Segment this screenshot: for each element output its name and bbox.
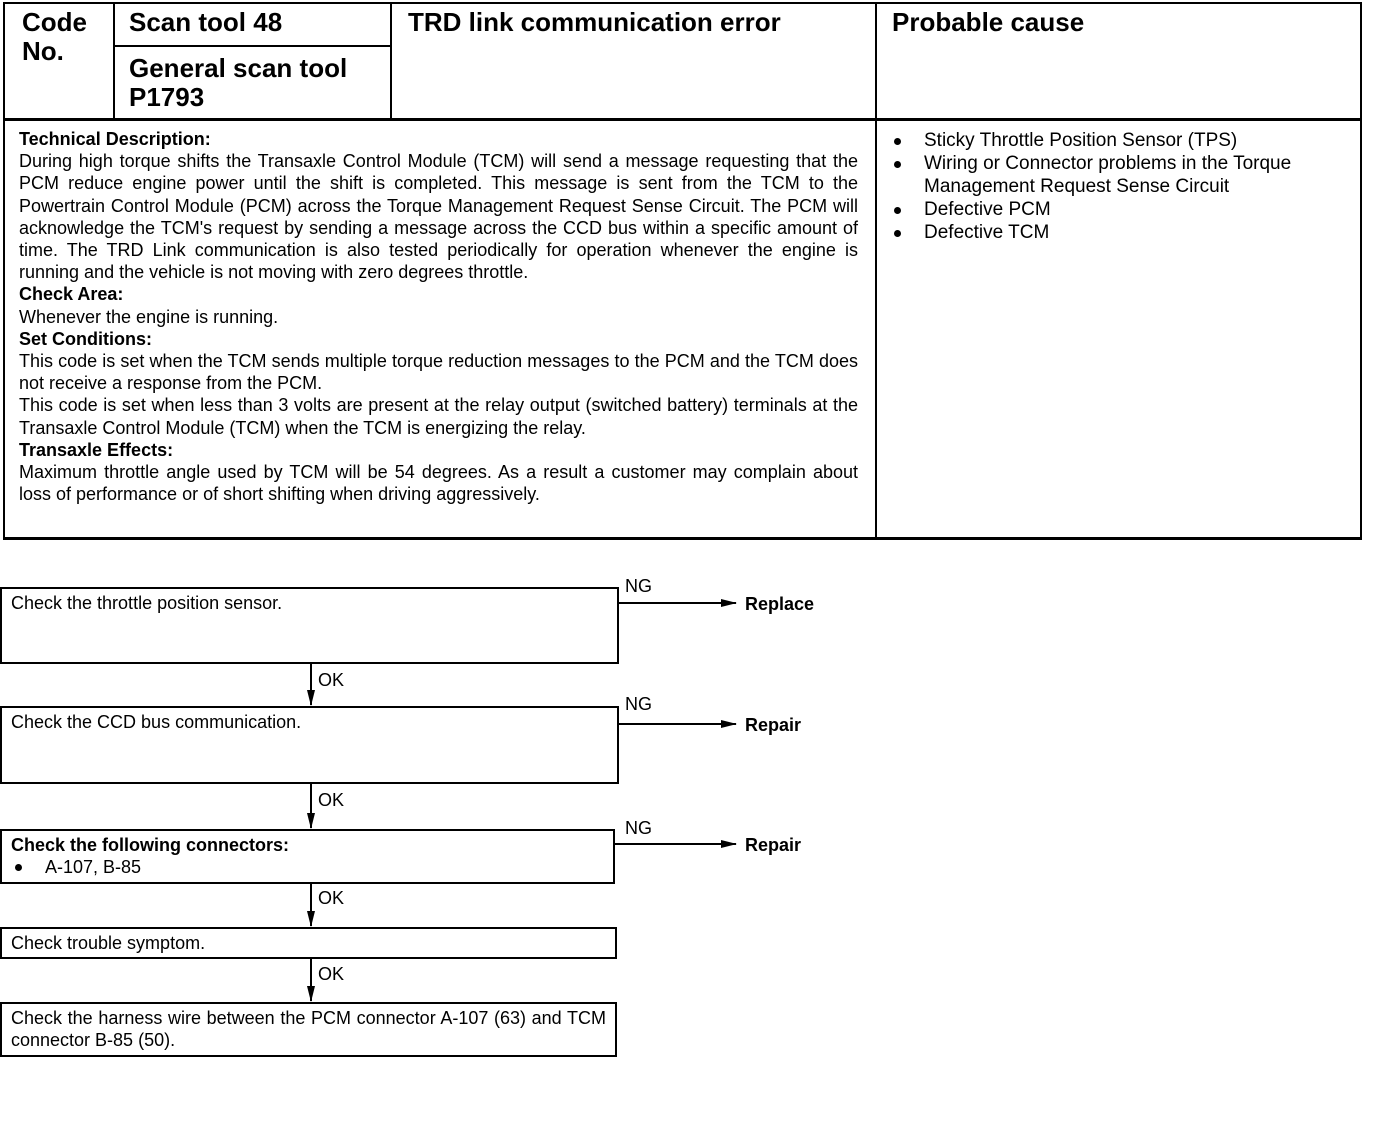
list-item	[11, 856, 604, 878]
ng-label: NG	[625, 818, 652, 838]
code-no-label: Code No.	[22, 7, 87, 66]
ok-label: OK	[318, 888, 345, 908]
check-area-text: Whenever the engine is running.	[19, 306, 279, 327]
step-5-text: Check the harness wire between the PCM connector A-107 (63) and TCM connector B-85 (50).	[11, 1008, 606, 1050]
step-check-connectors	[0, 829, 615, 884]
step-4-text: Check trouble symptom.	[11, 933, 206, 953]
list-item: Defective PCM	[878, 198, 1348, 221]
step-check-trouble-symptom	[0, 927, 617, 959]
transaxle-effects-text: Maximum throttle angle used by TCM will be 54 degrees. As a result a customer may complain about loss of performance or of short shifting when driving aggressively.	[19, 462, 858, 505]
general-scan-tool-label: General scan tool P1793	[129, 53, 348, 112]
probable-cause-heading: Probable cause	[892, 7, 1085, 37]
technical-description-text: During high torque shifts the Transaxle Control Module (TCM) will send a message requesting that the PCM reduce engine power until the shift is completed. This message is sent from the TCM to the Powertrain Control Module (PCM) across the Torque Management Request Sense Circuit. The PCM will acknowledge the TCM's request by sending a message across the CCD bus within a specific amount of time. The TRD Link communication is also tested periodically for operation whenever the engine is running and the vehicle is not moving with zero degrees throttle.	[19, 151, 858, 283]
result-repair: Repair	[745, 835, 802, 855]
set-conditions-text-2: This code is set when less than 3 volts are present at the relay output (switched battery) terminals at the Transaxle Control Module (TCM) when the TCM is energizing the relay.	[19, 395, 858, 438]
error-title: TRD link communication error	[408, 7, 781, 37]
step-1-text: Check the throttle position sensor.	[11, 593, 283, 613]
step-check-harness-wire	[0, 1002, 617, 1057]
check-area-heading: Check Area:	[19, 284, 124, 305]
ok-label: OK	[318, 964, 345, 984]
step-2-text: Check the CCD bus communication.	[11, 712, 302, 732]
step-check-ccd-bus	[0, 706, 619, 784]
scan-tool-label: Scan tool 48	[129, 7, 283, 37]
transaxle-effects-heading: Transaxle Effects:	[19, 439, 174, 460]
ng-label: NG	[625, 694, 652, 714]
list-item: Defective TCM	[878, 221, 1348, 244]
ok-label: OK	[318, 790, 345, 810]
step-check-throttle-sensor	[0, 587, 619, 664]
technical-description-heading: Technical Description:	[19, 129, 211, 149]
result-repair: Repair	[745, 715, 802, 735]
set-conditions-text-1: This code is set when the TCM sends multiple torque reduction messages to the PCM and the TCM does not receive a response from the PCM.	[19, 351, 858, 394]
bullet-icon	[15, 864, 22, 871]
list-item: Wiring or Connector problems in the Torque Management Request Sense Circuit	[878, 152, 1348, 198]
set-conditions-heading: Set Conditions:	[19, 328, 152, 349]
list-item: Sticky Throttle Position Sensor (TPS)	[878, 129, 1348, 152]
step-3-item: A-107, B-85	[45, 857, 142, 877]
ng-label: NG	[625, 576, 652, 596]
step-3-title: Check the following connectors:	[11, 835, 290, 855]
result-replace: Replace	[745, 594, 815, 614]
ok-label: OK	[318, 670, 345, 690]
